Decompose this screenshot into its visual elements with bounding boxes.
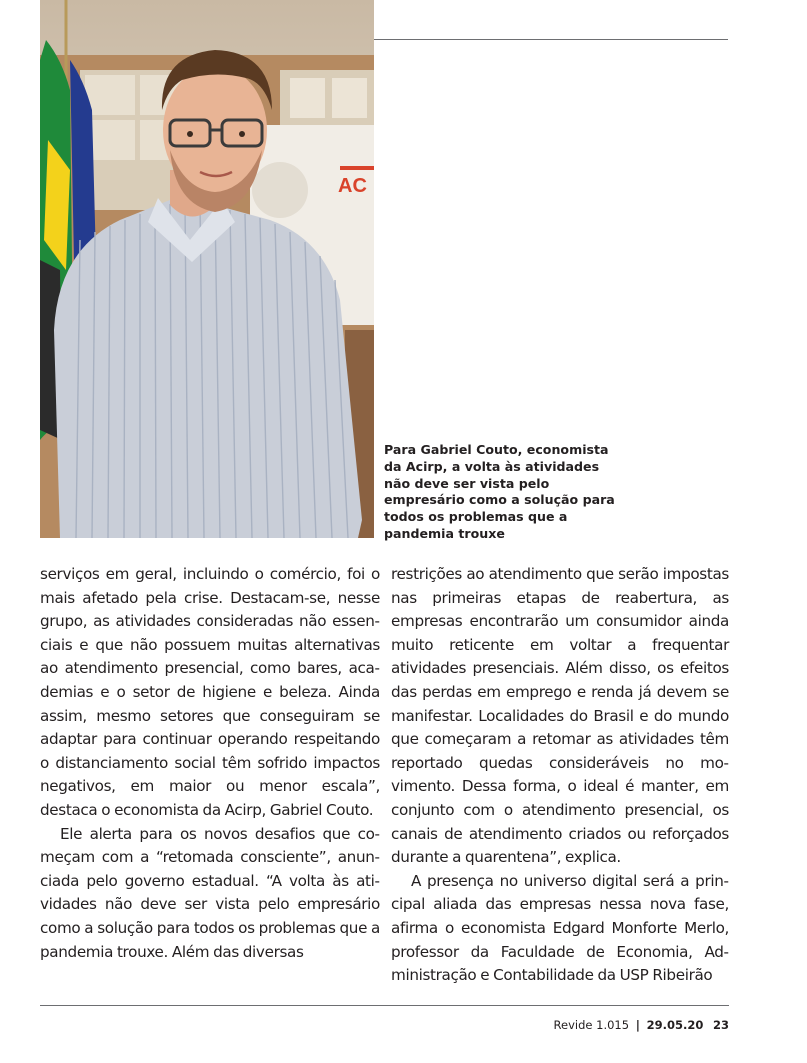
bottom-divider bbox=[40, 1005, 729, 1006]
paragraph: restrições ao atendimento que serão impostas nas primeiras etapas de reabertura, as empresas encontrarão um consumidor ainda muito reticente em voltar a frequentar atividades presenciais. Além disso, os efeitos das perdas em emprego e renda já devem se manifestar. Localidades do Brasil e do mundo que começaram a retomar as atividades têm reportado quedas consideráveis no movimento. Dessa forma, o ideal é manter, em conjunto com o atendimento presencial, os canais de atendimento criados ou reforçados durante a quarentena”, explica. bbox=[391, 565, 729, 867]
issue-date: 29.05.20 bbox=[646, 1018, 704, 1032]
article-column-left bbox=[40, 563, 380, 964]
portrait-photo bbox=[40, 0, 374, 538]
photo-caption: Para Gabriel Couto, economista da Acirp, a volta às atividades não deve ser vista pelo empresário como a solução para todos os problemas que a pandemia trouxe bbox=[384, 442, 615, 541]
banner-sign-text: AC bbox=[338, 175, 367, 197]
paragraph: Ele alerta para os novos desafios que começam com a “retomada consciente”, anunciada pelo governo estadual. “A volta às atividades não deve ser vista pelo empresário como a solução para todos os problemas que a pandemia trouxe. Além das diversas bbox=[40, 824, 380, 961]
top-divider bbox=[374, 39, 728, 40]
paragraph: A presença no universo digital será a principal aliada das empresas nessa nova fase, afirma o economista Edgard Monforte Merlo, professor da Faculdade de Economia, Administração e Contabilidade da USP Ribeirão bbox=[391, 871, 729, 985]
article-column-right bbox=[391, 563, 729, 988]
page-footer bbox=[554, 1018, 729, 1032]
paragraph: serviços em geral, incluindo o comércio, foi o mais afetado pela crise. Destacam-se, nesse grupo, as atividades consideradas não essenciais e que não possuem muitas alternativas ao atendimento presencial, como bares, academias e o setor de higiene e beleza. Ainda assim, mesmo setores que conseguiram se adaptar para continuar operando respeitando o distanciamento social têm sofrido impactos negativos, em maior ou menor escala”, destaca o economista da Acirp, Gabriel Couto. bbox=[40, 565, 380, 819]
footer-separator: | bbox=[635, 1018, 640, 1032]
portrait-illustration bbox=[40, 0, 374, 538]
publication-name: Revide 1.015 bbox=[553, 1018, 630, 1032]
page-number: 23 bbox=[712, 1018, 729, 1032]
